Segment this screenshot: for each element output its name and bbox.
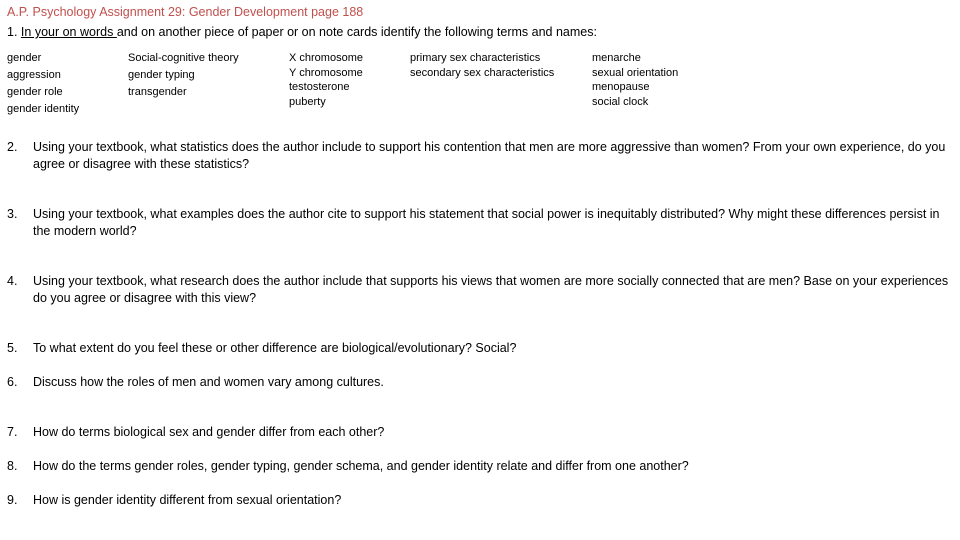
term: X chromosome bbox=[289, 52, 363, 64]
term: gender identity bbox=[7, 103, 80, 115]
term: gender typing bbox=[128, 69, 195, 81]
question-1 bbox=[7, 25, 597, 39]
term: gender bbox=[7, 52, 42, 64]
underlined-phrase: In your on words bbox=[20, 25, 117, 39]
assignment-title: A.P. Psychology Assignment 29: Gender Development page 188 bbox=[7, 5, 364, 19]
term: Y chromosome bbox=[289, 66, 363, 79]
question-number: 4. bbox=[7, 274, 18, 288]
term: testosterone bbox=[289, 81, 350, 93]
question-number: 1. bbox=[7, 25, 18, 39]
question-text: Using your textbook, what examples does the author cite to support his statement that social power is inequitably distributed? Why might these differences persist in the modern world? bbox=[33, 207, 940, 238]
question-number: 5. bbox=[7, 341, 18, 355]
question-text: Using your textbook, what statistics does the author include to support his contention that men are more aggressive than women? From your own experience, do you agree or disagree with these statistics? bbox=[33, 140, 946, 171]
term: gender role bbox=[7, 86, 63, 98]
terms-column-2 bbox=[128, 50, 239, 101]
term: puberty bbox=[289, 95, 326, 108]
question-text: and on another piece of paper or on note cards identify the following terms and names: bbox=[116, 25, 597, 39]
term: Social-cognitive theory bbox=[128, 52, 239, 64]
term: aggression bbox=[7, 69, 61, 81]
question-text: Discuss how the roles of men and women vary among cultures. bbox=[33, 375, 384, 389]
term: menarche bbox=[592, 52, 641, 64]
question-text: How do the terms gender roles, gender typing, gender schema, and gender identity relate and differ from one another? bbox=[33, 459, 689, 473]
question-text: Using your textbook, what research does the author include that supports his views that women are more socially connected that are men? Base on your experiences do you agree or disagree with this view? bbox=[33, 274, 949, 305]
terms-column-5 bbox=[592, 51, 678, 109]
terms-column-4 bbox=[410, 51, 554, 80]
term: transgender bbox=[128, 86, 187, 98]
question-number: 6. bbox=[7, 375, 18, 389]
question-number: 7. bbox=[7, 425, 18, 439]
question-number: 3. bbox=[7, 207, 18, 221]
question-text: How is gender identity different from sexual orientation? bbox=[33, 493, 342, 507]
term: sexual orientation bbox=[592, 66, 679, 79]
question-text: To what extent do you feel these or other difference are biological/evolutionary? Social? bbox=[33, 341, 517, 355]
term: menopause bbox=[592, 81, 650, 93]
question-number: 8. bbox=[7, 459, 18, 473]
terms-column-1 bbox=[7, 50, 79, 118]
term: social clock bbox=[592, 95, 649, 108]
question-number: 9. bbox=[7, 493, 18, 507]
term: secondary sex characteristics bbox=[410, 66, 555, 79]
question-text: How do terms biological sex and gender differ from each other? bbox=[33, 425, 385, 439]
question-number: 2. bbox=[7, 140, 18, 154]
terms-column-3 bbox=[289, 51, 363, 109]
term: primary sex characteristics bbox=[410, 52, 541, 64]
